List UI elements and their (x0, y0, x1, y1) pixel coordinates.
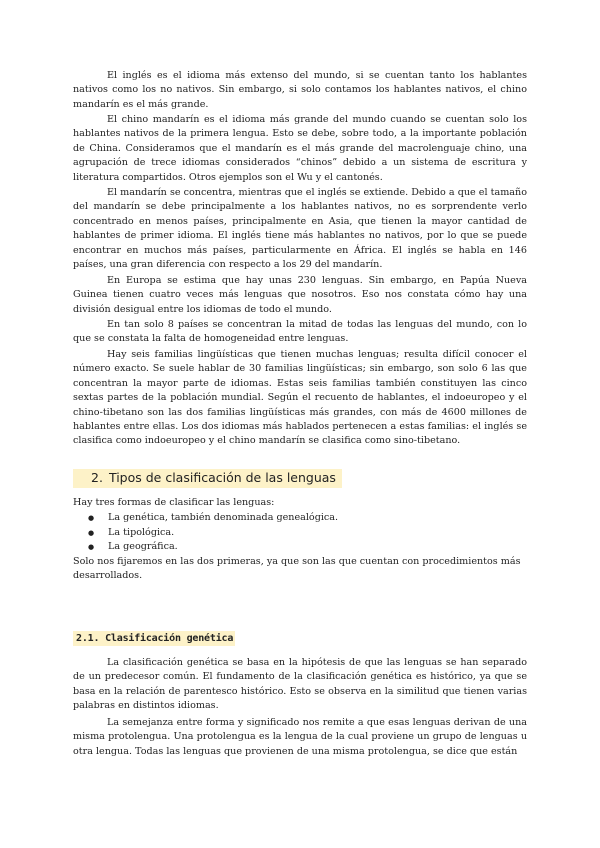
section-number: 2. (91, 470, 103, 485)
paragraph: El mandarín se concentra, mientras que el inglés se extiende. Debido a que el tamaño del mandarín se debe principalmente a los hablantes nativos, no es sorprendente verlo concentrado en menos países, principalmente en Asia, que tienen la mayor cantidad de hablantes de primer idioma. El inglés tiene más hablantes no nativos, por lo que se puede encontrar en muchos más países, particularmente en África. El inglés se habla en 146 países, una gran diferencia con respecto a los 29 del mandarín. (73, 187, 527, 271)
paragraph: La clasificación genética se basa en la hipótesis de que las lenguas se han separado de un predecesor común. El fundamento de la clasificación genética es histórico, ya que se basa en la relación de parentesco histórico. Esto se observa en la similitud que tienen varias palabras en distintos idiomas. (73, 657, 527, 712)
list-item: ● La tipológica. (88, 526, 338, 541)
paragraph: En Europa se estima que hay unas 230 lenguas. Sin embargo, en Papúa Nueva Guinea tienen cuatro veces más lenguas que nosotros. Eso nos constata cómo hay una división desigual entre los idiomas de todo el mundo. (73, 275, 527, 315)
list-item: ● La geográfica. (88, 540, 338, 555)
subsection-heading: 2.1. Clasificación genética (73, 631, 235, 646)
paragraph: En tan solo 8 países se concentran la mitad de todas las lenguas del mundo, con lo que se constata la falta de homogeneidad entre lenguas. (73, 319, 527, 345)
bullet-list (88, 511, 338, 555)
section-outro: Solo nos fijaremos en las dos primeras, ya que son las que cuentan con procedimientos más desarrollados. (73, 556, 521, 582)
paragraph: El inglés es el idioma más extenso del mundo, si se cuentan tanto los hablantes nativos como los no nativos. Sin embargo, si solo contamos los hablantes nativos, el chino mandarín es el más grande. (73, 70, 527, 110)
paragraph: La semejanza entre forma y significado nos remite a que esas lenguas derivan de una misma protolengua. Una protolengua es la lengua de la cual proviene un grupo de lenguas u otra lengua. Todas las lenguas que provienen de una misma protolengua, se dice que están (73, 717, 527, 757)
paragraph: Hay seis familias lingüísticas que tienen muchas lenguas; resulta difícil conocer el número exacto. Se suele hablar de 30 familias lingüísticas; sin embargo, son solo 6 las que concentran la mayor parte de idiomas. Estas seis familias también constituyen las cinco sextas partes de la población mundial. Según el recuento de hablantes, el indoeuropeo y el chino-tibetano son las dos familias lingüísticas más grandes, con más de 4600 millones de hablantes entre ellas. Los dos idiomas más hablados pertenecen a estas familias: el inglés se clasifica como indoeuropeo y el chino mandarín se clasifica como sino-tibetano. (73, 349, 527, 447)
list-item: ● La genética, también denominada genealógica. (88, 511, 338, 526)
section-heading (73, 469, 342, 488)
section-intro: Hay tres formas de clasificar las lenguas: (73, 497, 275, 508)
paragraph: El chino mandarín es el idioma más grande del mundo cuando se cuentan solo los hablantes nativos de la primera lengua. Esto se debe, sobre todo, a la importante población de China. Consideramos que el mandarín es el más grande del macrolenguaje chino, una agrupación de trece idiomas considerados “chinos” debido a un sistema de escritura y literatura compartidos. Otros ejemplos son el Wu y el cantonés. (73, 114, 527, 183)
section-title: Tipos de clasificación de las lenguas (108, 470, 336, 485)
